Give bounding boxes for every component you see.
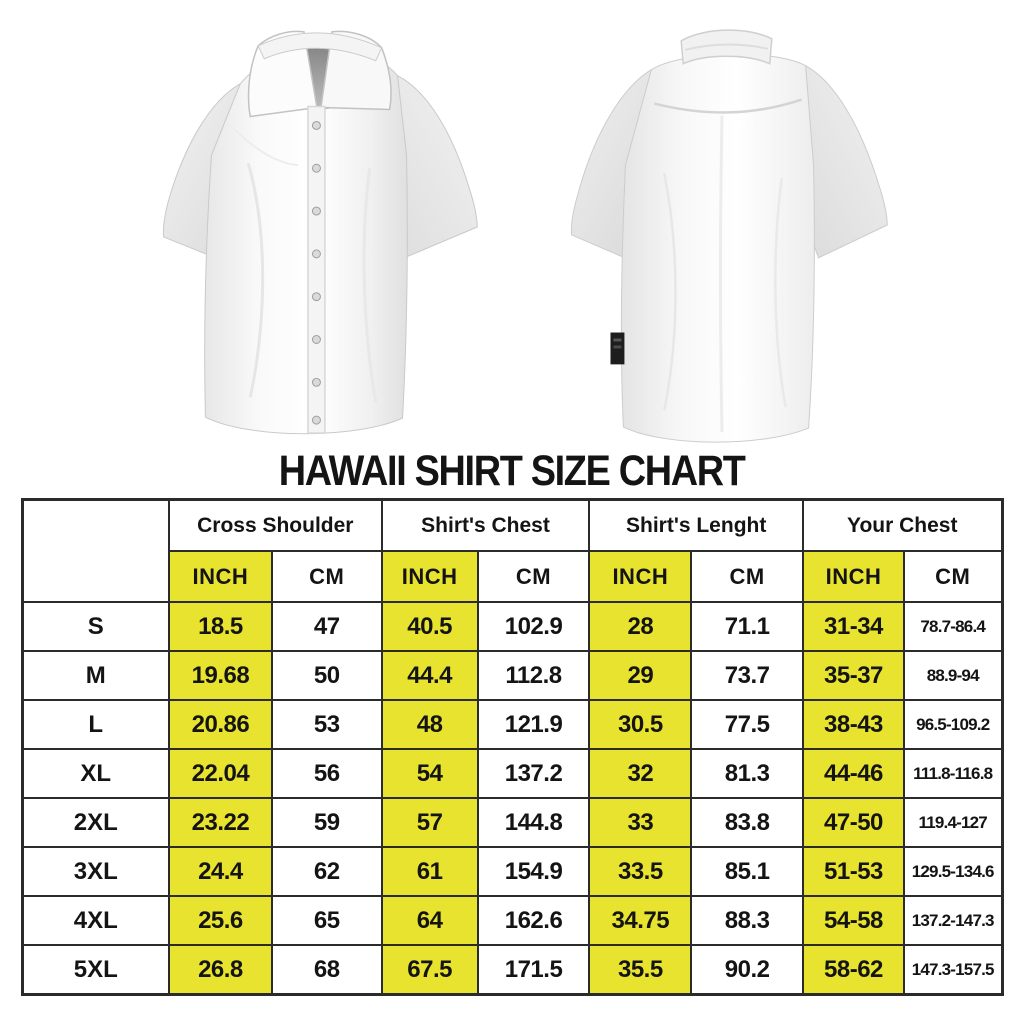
cm-value-cell: 119.4-127: [904, 798, 1002, 847]
inch-value-cell: 67.5: [382, 945, 478, 995]
cm-value-cell: 77.5: [691, 700, 803, 749]
cm-value-cell: 73.7: [691, 651, 803, 700]
inch-value-cell: 57: [382, 798, 478, 847]
inch-value-cell: 35-37: [803, 651, 904, 700]
inch-value-cell: 18.5: [169, 602, 272, 651]
inch-value-cell: 38-43: [803, 700, 904, 749]
cm-value-cell: 137.2: [478, 749, 590, 798]
unit-header-inch: INCH: [169, 551, 272, 602]
inch-value-cell: 48: [382, 700, 478, 749]
shirt-front-icon: [98, 4, 510, 448]
corner-cell: [22, 500, 169, 603]
inch-value-cell: 61: [382, 847, 478, 896]
inch-value-cell: 32: [589, 749, 691, 798]
inch-value-cell: 30.5: [589, 700, 691, 749]
cm-value-cell: 137.2-147.3: [904, 896, 1002, 945]
table-row: [22, 700, 1002, 749]
cm-value-cell: 88.3: [691, 896, 803, 945]
shirt-back-image: [514, 4, 926, 453]
size-label: 2XL: [22, 798, 169, 847]
cm-value-cell: 144.8: [478, 798, 590, 847]
unit-header-inch: INCH: [589, 551, 691, 602]
shirt-front-image: [98, 4, 510, 453]
unit-header-cm: CM: [272, 551, 382, 602]
size-chart-table: [21, 498, 1004, 996]
group-header-row: [22, 500, 1002, 552]
size-label: 5XL: [22, 945, 169, 995]
inch-value-cell: 54: [382, 749, 478, 798]
size-label: 3XL: [22, 847, 169, 896]
cm-value-cell: 147.3-157.5: [904, 945, 1002, 995]
inch-value-cell: 40.5: [382, 602, 478, 651]
group-header-shirts-lenght: Shirt's Lenght: [589, 500, 803, 552]
cm-value-cell: 62: [272, 847, 382, 896]
size-label: L: [22, 700, 169, 749]
shirt-photos-section: [0, 0, 1024, 448]
table-row: [22, 945, 1002, 995]
cm-value-cell: 50: [272, 651, 382, 700]
unit-header-inch: INCH: [382, 551, 478, 602]
table-row: [22, 896, 1002, 945]
cm-value-cell: 129.5-134.6: [904, 847, 1002, 896]
cm-value-cell: 154.9: [478, 847, 590, 896]
table-row: [22, 749, 1002, 798]
cm-value-cell: 65: [272, 896, 382, 945]
inch-value-cell: 20.86: [169, 700, 272, 749]
size-label: 4XL: [22, 896, 169, 945]
inch-value-cell: 22.04: [169, 749, 272, 798]
table-row: [22, 602, 1002, 651]
inch-value-cell: 33: [589, 798, 691, 847]
cm-value-cell: 102.9: [478, 602, 590, 651]
inch-value-cell: 25.6: [169, 896, 272, 945]
cm-value-cell: 47: [272, 602, 382, 651]
cm-value-cell: 111.8-116.8: [904, 749, 1002, 798]
cm-value-cell: 96.5-109.2: [904, 700, 1002, 749]
inch-value-cell: 19.68: [169, 651, 272, 700]
cm-value-cell: 56: [272, 749, 382, 798]
inch-value-cell: 33.5: [589, 847, 691, 896]
cm-value-cell: 112.8: [478, 651, 590, 700]
inch-value-cell: 51-53: [803, 847, 904, 896]
cm-value-cell: 88.9-94: [904, 651, 1002, 700]
cm-value-cell: 83.8: [691, 798, 803, 847]
unit-header-inch: INCH: [803, 551, 904, 602]
unit-header-row: [22, 551, 1002, 602]
cm-value-cell: 53: [272, 700, 382, 749]
inch-value-cell: 54-58: [803, 896, 904, 945]
shirt-back-icon: [514, 4, 926, 448]
cm-value-cell: 162.6: [478, 896, 590, 945]
group-header-cross-shoulder: Cross Shoulder: [169, 500, 382, 552]
size-label: S: [22, 602, 169, 651]
unit-header-cm: CM: [478, 551, 590, 602]
inch-value-cell: 47-50: [803, 798, 904, 847]
page-title: HAWAII SHIRT SIZE CHART: [279, 447, 745, 495]
cm-value-cell: 71.1: [691, 602, 803, 651]
unit-header-cm: CM: [691, 551, 803, 602]
cm-value-cell: 81.3: [691, 749, 803, 798]
inch-value-cell: 31-34: [803, 602, 904, 651]
table-row: [22, 651, 1002, 700]
inch-value-cell: 44-46: [803, 749, 904, 798]
inch-value-cell: 26.8: [169, 945, 272, 995]
cm-value-cell: 59: [272, 798, 382, 847]
table-row: [22, 798, 1002, 847]
group-header-shirts-chest: Shirt's Chest: [382, 500, 590, 552]
inch-value-cell: 44.4: [382, 651, 478, 700]
cm-value-cell: 78.7-86.4: [904, 602, 1002, 651]
cm-value-cell: 85.1: [691, 847, 803, 896]
inch-value-cell: 24.4: [169, 847, 272, 896]
inch-value-cell: 35.5: [589, 945, 691, 995]
inch-value-cell: 58-62: [803, 945, 904, 995]
cm-value-cell: 68: [272, 945, 382, 995]
size-table-body: [22, 602, 1002, 995]
cm-value-cell: 121.9: [478, 700, 590, 749]
size-label: XL: [22, 749, 169, 798]
inch-value-cell: 34.75: [589, 896, 691, 945]
table-row: [22, 847, 1002, 896]
inch-value-cell: 64: [382, 896, 478, 945]
inch-value-cell: 23.22: [169, 798, 272, 847]
cm-value-cell: 90.2: [691, 945, 803, 995]
size-label: M: [22, 651, 169, 700]
inch-value-cell: 28: [589, 602, 691, 651]
cm-value-cell: 171.5: [478, 945, 590, 995]
inch-value-cell: 29: [589, 651, 691, 700]
unit-header-cm: CM: [904, 551, 1002, 602]
group-header-your-chest: Your Chest: [803, 500, 1002, 552]
